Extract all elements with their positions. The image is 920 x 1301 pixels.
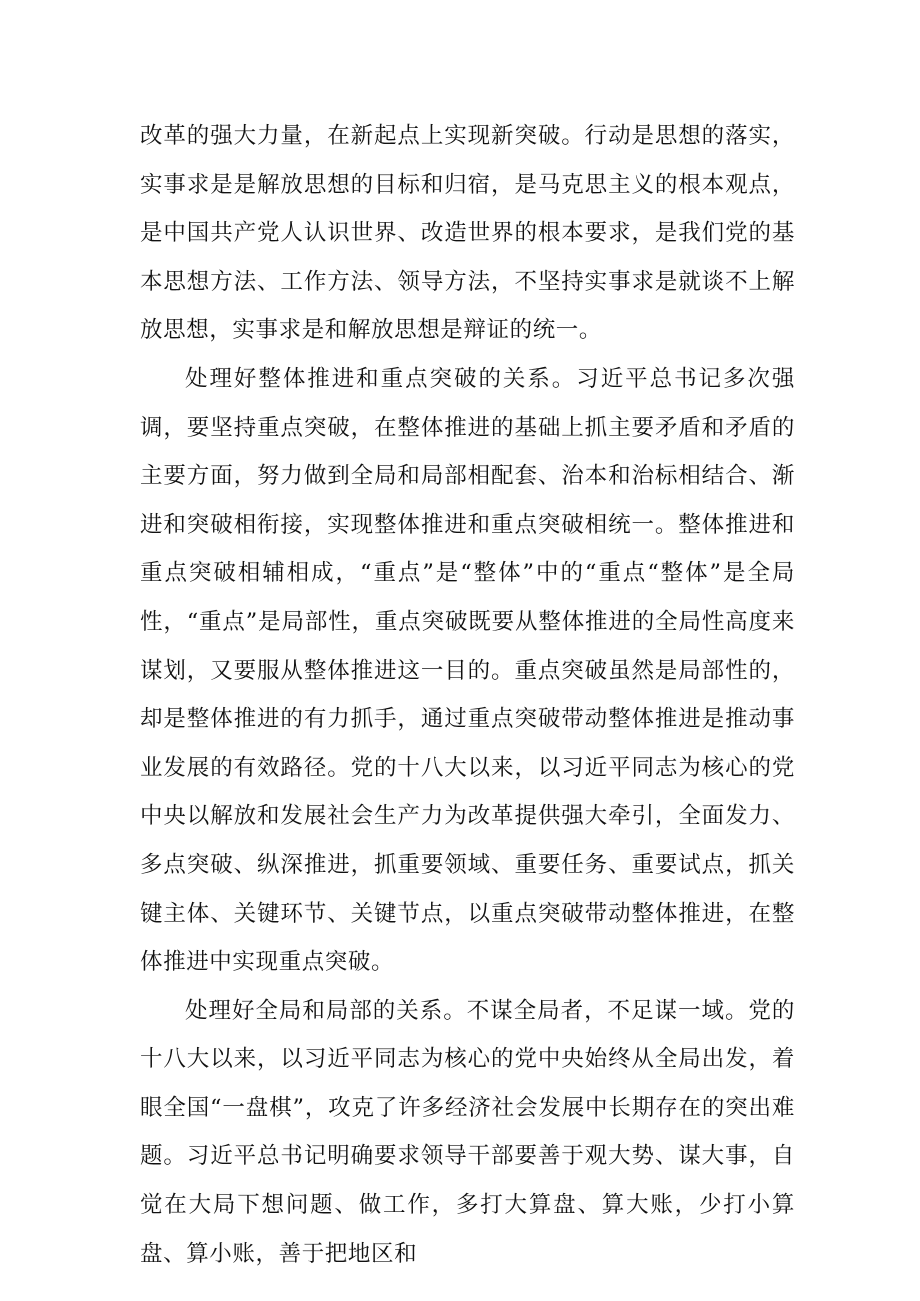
paragraph-1: 改革的强大力量，在新起点上实现新突破。行动是思想的落实，实事求是是解放思想的目标和归宿，是马克思主义的根本观点，是中国共产党人认识世界、改造世界的根本要求，是我们党的基本思想方法、工作方法、领导方法，不坚持实事求是就谈不上解放思想，实事求是和解放思想是辩证的统一。 (140, 123, 795, 344)
document-page (140, 112, 795, 1278)
paragraph-3: 处理好全局和局部的关系。不谋全局者，不足谋一域。党的十八大以来，以习近平同志为核心的党中央始终从全局出发，着眼全国“一盘棋”，攻克了许多经济社会发展中长期存在的突出难题。习近平总书记明确要求领导干部要善于观大势、谋大事，自觉在大局下想问题、做工作，多打大算盘、算大账，少打小算盘、算小账，善于把地区和 (140, 997, 795, 1267)
paragraph-2: 处理好整体推进和重点突破的关系。习近平总书记多次强调，要坚持重点突破，在整体推进的基础上抓主要矛盾和矛盾的主要方面，努力做到全局和局部相配套、治本和治标相结合、渐进和突破相衔接，实现整体推进和重点突破相统一。整体推进和重点突破相辅相成，“重点”是“整体”中的“重点“整体”是全局性，“重点”是局部性，重点突破既要从整体推进的全局性高度来谋划，又要服从整体推进这一目的。重点突破虽然是局部性的，却是整体推进的有力抓手，通过重点突破带动整体推进是推动事业发展的有效路径。党的十八大以来，以习近平同志为核心的党中央以解放和发展社会生产力为改革提供强大牵引，全面发力、多点突破、纵深推进，抓重要领域、重要任务、重要试点，抓关键主体、关键环节、关键节点，以重点突破带动整体推进，在整体推进中实现重点突破。 (140, 365, 795, 976)
